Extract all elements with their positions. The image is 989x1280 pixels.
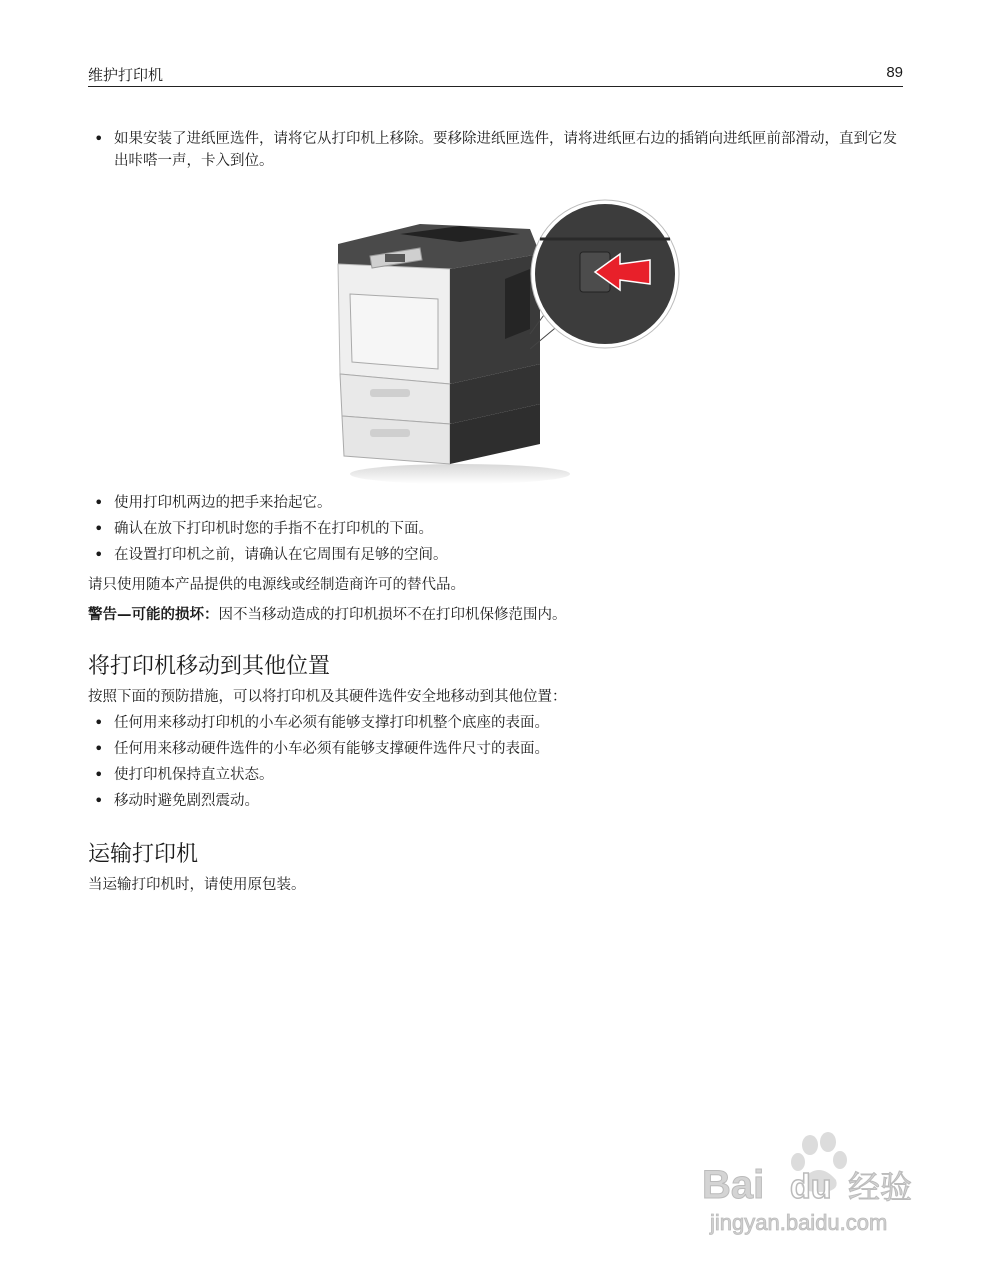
list-item: • 使打印机保持直立状态。 [88,764,903,786]
section-move-intro: 按照下面的预防措施，可以将打印机及其硬件选件安全地移动到其他位置： [88,689,567,705]
page-number: 89 [886,64,903,81]
list-item: • 使用打印机两边的把手来抬起它。 [88,492,903,514]
svg-text:du: du [790,1168,832,1206]
baidu-paw-logo [700,1130,940,1240]
bullet-list-move [88,712,903,812]
bullet-list-top [88,128,903,172]
watermark-url: jingyan.baidu.com [710,1210,888,1235]
warning-label: 警告—可能的损坏： [88,607,219,623]
list-item: • 如果安装了进纸匣选件，请将它从打印机上移除。要移除进纸匣选件，请将进纸匣右边的插销向进纸匣前部滑动，直到它发出咔嗒一声，卡入到位。 [88,128,903,172]
list-item: • 任何用来移动硬件选件的小车必须有能够支撑硬件选件尺寸的表面。 [88,738,903,760]
warning-text: 因不当移动造成的打印机损坏不在打印机保修范围内。 [218,607,567,623]
list-item: • 确认在放下打印机时您的手指不在打印机的下面。 [88,518,903,540]
page-header [88,62,903,87]
svg-text:Bai: Bai [702,1163,765,1207]
printer-illustration [330,184,690,484]
list-item: • 在设置打印机之前，请确认在它周围有足够的空间。 [88,544,903,566]
list-item: • 任何用来移动打印机的小车必须有能够支撑打印机整个底座的表面。 [88,712,903,734]
page-content [88,128,903,896]
section-heading-ship: 运输打印机 [88,842,199,867]
warning-paragraph [88,604,903,626]
svg-text:经验: 经验 [848,1168,913,1206]
bullet-list-mid [88,492,903,566]
printer-drawing [330,184,690,484]
list-item: • 移动时避免剧烈震动。 [88,790,903,812]
baidu-jingyan-watermark [700,1130,940,1240]
header-title: 维护打印机 [88,66,164,84]
power-cord-note: 请只使用随本产品提供的电源线或经制造商许可的替代品。 [88,577,465,593]
section-heading-move: 将打印机移动到其他位置 [88,654,331,679]
section-ship-text: 当运输打印机时，请使用原包装。 [88,877,306,893]
